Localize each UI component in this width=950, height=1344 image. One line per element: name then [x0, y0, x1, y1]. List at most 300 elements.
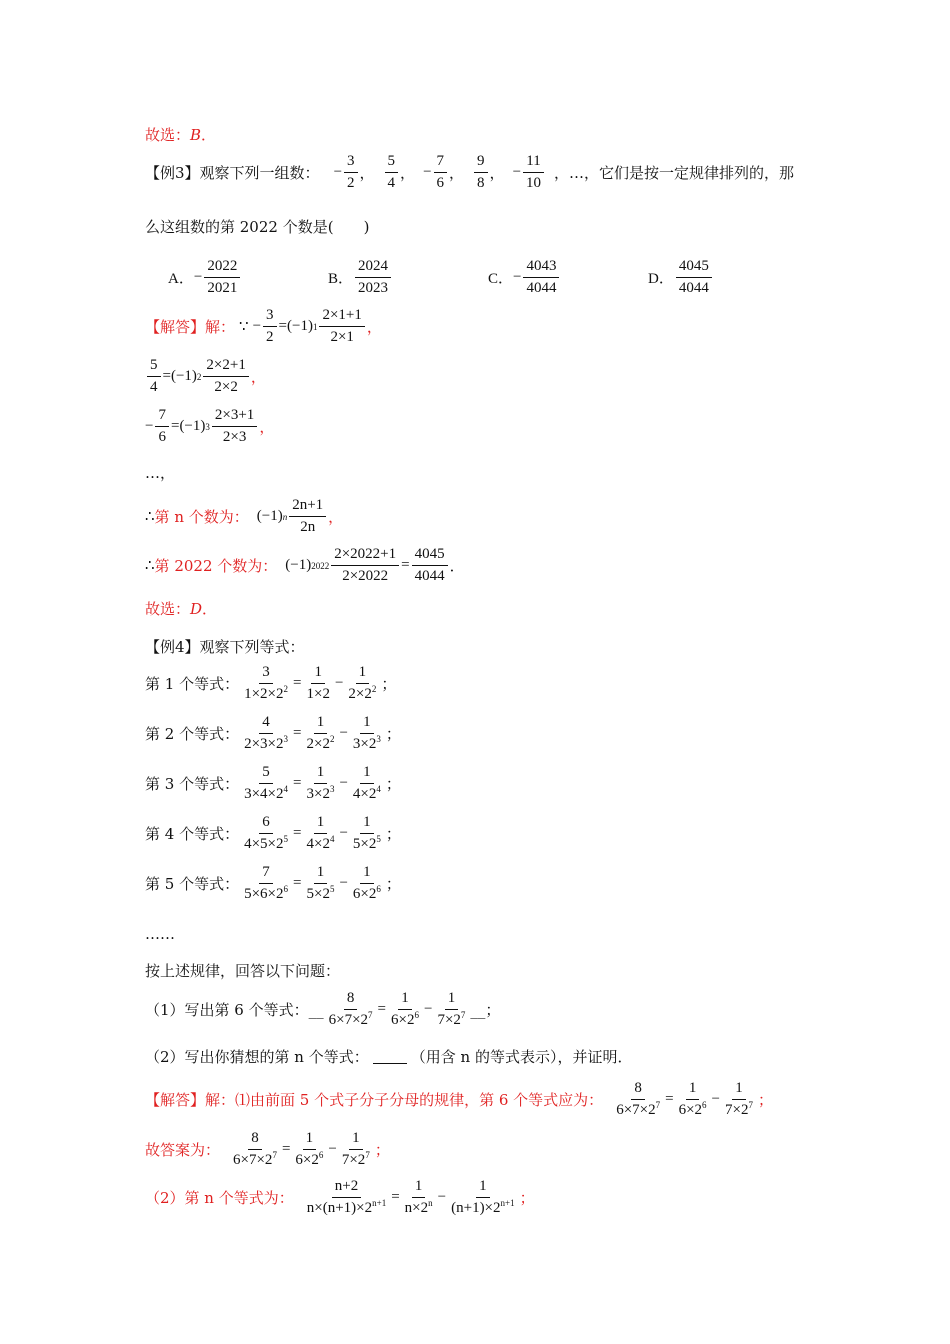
period: ． [449, 559, 465, 575]
fraction [355, 258, 391, 297]
equals: = [293, 725, 302, 741]
denominator [339, 566, 391, 585]
fraction [448, 1178, 518, 1217]
denominator-base: 6×2 [391, 1012, 415, 1028]
minus: − [437, 1189, 447, 1205]
denominator-base: 4 [150, 379, 158, 395]
denominator-base: 2×3×2 [244, 736, 284, 752]
numerator: 2×3+1 [212, 407, 257, 427]
fraction [303, 714, 337, 753]
exponent: 7 [460, 1010, 466, 1020]
denominator-base: 3×4×2 [244, 786, 284, 802]
exponent: 3 [283, 734, 289, 744]
fraction [230, 1130, 280, 1169]
numerator: 1 [303, 1130, 317, 1150]
solution-line-1 [145, 307, 382, 346]
equals: = [293, 875, 302, 891]
fraction [412, 546, 448, 585]
final-answer-text: 故答案为： [145, 1141, 221, 1159]
equation [239, 864, 386, 903]
denominator [292, 1150, 326, 1169]
denominator [676, 278, 712, 297]
answer-solution-line [145, 1080, 773, 1119]
solution-equation-2: $\frac{5}{4}$ = (−1) 2 $\frac{2\times 2+1}{2\times 2}$ [145, 357, 251, 396]
comma: ， [400, 166, 416, 182]
exponent: 3 [376, 734, 381, 744]
example-question: 么这组数的第 2022 个数是( ) [145, 218, 370, 236]
equation-row [145, 714, 401, 753]
fraction [474, 153, 488, 192]
minus: − [339, 875, 348, 891]
denominator-base: 2 [347, 175, 355, 191]
equation-label: 第 3 个等式： [145, 775, 240, 793]
denominator [350, 834, 384, 853]
fraction [303, 814, 337, 853]
fraction [339, 1130, 373, 1169]
denominator [350, 734, 384, 753]
comma: ， [328, 508, 344, 526]
answer-blank[interactable] [373, 1049, 407, 1064]
fraction [722, 1080, 756, 1119]
numerator: 4045 [412, 546, 448, 566]
numerator: 1 [360, 764, 374, 784]
denominator-base: 4044 [414, 568, 445, 584]
fraction [344, 153, 358, 192]
denominator [303, 784, 337, 803]
neg-one: (−1) [179, 418, 206, 434]
fraction [155, 407, 169, 446]
denominator-base: 3×2 [306, 786, 330, 802]
term-2022-line [145, 546, 465, 585]
semicolon: ； [385, 827, 401, 843]
answer-line-2 [145, 598, 217, 619]
fraction [147, 357, 161, 396]
fraction [304, 1178, 389, 1217]
fraction [523, 258, 559, 297]
ellipsis: …… [145, 925, 175, 943]
denominator-base: 3×2 [352, 736, 377, 752]
fraction [241, 864, 291, 903]
option-label: A． [168, 271, 194, 287]
question-1-text: （1）写出第 6 个等式： [145, 1001, 309, 1019]
exponent: 2 [283, 684, 289, 694]
nth-term-line [145, 497, 343, 536]
denominator-base: 6×7×2 [328, 1012, 369, 1028]
option-label: D． [648, 271, 674, 287]
denominator-base: 2×2022 [342, 568, 389, 584]
denominator-base: n×(n+1)×2 [306, 1200, 373, 1216]
numerator: 1 [314, 864, 328, 884]
fraction [434, 990, 468, 1029]
equals: = [293, 675, 302, 691]
dots-line [145, 925, 175, 943]
denominator-base: n×2 [404, 1200, 429, 1216]
numerator: 11 [523, 153, 543, 173]
denominator [155, 427, 169, 446]
fraction [303, 764, 337, 803]
numerator: 1 [732, 1080, 746, 1100]
numerator: 5 [385, 153, 399, 173]
equals: = [293, 825, 302, 841]
example-4-line [145, 636, 305, 657]
exponent: 2 [371, 684, 377, 694]
denominator [297, 517, 318, 536]
numerator: 1 [686, 1080, 700, 1100]
denominator [523, 278, 559, 297]
fraction [303, 864, 337, 903]
equals: = [391, 1189, 400, 1205]
denominator-base: 2023 [358, 280, 389, 296]
equation [239, 764, 386, 803]
denominator [388, 1010, 422, 1029]
example-label: 【例3】 [145, 164, 200, 182]
exponent: 6 [414, 1010, 419, 1020]
semicolon: ； [385, 727, 401, 743]
question-1-equation [324, 990, 471, 1029]
comma: ， [449, 166, 465, 182]
exponent: n+1 [372, 1198, 387, 1208]
fraction [523, 153, 544, 192]
equation-label: 第 5 个等式： [145, 875, 240, 893]
denominator-base: 2n [300, 519, 316, 535]
sign: − [333, 164, 343, 180]
numerator: 9 [474, 153, 488, 173]
numerator: 1 [314, 814, 328, 834]
question-intro [145, 960, 340, 981]
denominator-base: 6×2 [352, 886, 377, 902]
denominator [220, 427, 249, 446]
fraction [676, 1080, 710, 1119]
minus: − [339, 775, 348, 791]
example-text: 观察下列一组数： [199, 164, 320, 182]
exponent: 7 [655, 1100, 661, 1110]
denominator [241, 684, 291, 703]
fraction [204, 258, 240, 297]
denominator-base: 2021 [207, 280, 238, 296]
exponent: 7 [368, 1010, 373, 1020]
fraction [292, 1130, 326, 1169]
neg-one: (−1) [256, 508, 283, 524]
fraction [319, 307, 364, 346]
numerator: 5 [259, 764, 273, 784]
fraction [676, 258, 712, 297]
ellipsis-line [145, 462, 175, 483]
equals: = [170, 418, 180, 434]
options-row [168, 258, 808, 297]
equation-row [145, 764, 401, 803]
answer-line-1 [145, 124, 216, 145]
fraction [434, 153, 448, 192]
underline-mark: __ [308, 1000, 324, 1019]
denominator [327, 327, 356, 346]
semicolon: ； [381, 677, 397, 693]
fraction [241, 714, 291, 753]
semicolon: ； [519, 1189, 535, 1207]
exponent: 3 [329, 784, 335, 794]
exponent: 7 [748, 1100, 753, 1110]
denominator-base: 2×2 [214, 379, 238, 395]
example-label: 【例4】 [145, 638, 200, 656]
denominator [303, 684, 332, 703]
equation-row [145, 814, 401, 853]
denominator-base: 8 [477, 175, 485, 191]
nth-term-expression: (−1) n $\frac{2n+1}{2n}$ [257, 497, 328, 536]
question-2-answer-text: （2）第 n 个等式为： [145, 1189, 294, 1207]
denominator [303, 734, 337, 753]
therefore-symbol: ∴ [145, 509, 155, 525]
numerator: 7 [434, 153, 448, 173]
denominator [523, 173, 544, 192]
denominator [350, 784, 384, 803]
exponent: 2 [329, 734, 335, 744]
exponent: n [428, 1198, 433, 1208]
exponent: 6 [376, 884, 381, 894]
denominator [326, 1010, 376, 1029]
numerator: 1 [356, 664, 370, 684]
numerator: 8 [248, 1130, 262, 1150]
sequence-term [423, 153, 464, 192]
solution-label: 【解答】 [145, 1091, 206, 1109]
equals: = [162, 368, 171, 384]
therefore-symbol: ∴ [145, 558, 155, 574]
denominator-base: 7×2 [341, 1152, 366, 1168]
equals: = [665, 1091, 674, 1107]
denominator [385, 173, 399, 192]
numerator: 1 [360, 714, 374, 734]
period: ． [201, 126, 217, 144]
denominator-base: 6×7×2 [233, 1152, 273, 1168]
ellipsis: …， [145, 464, 176, 482]
question-2-tail: （用含 n 的等式表示），并证明． [410, 1048, 633, 1066]
numerator: 3 [259, 664, 273, 684]
numerator: 1 [349, 1130, 363, 1150]
denominator [345, 684, 379, 703]
denominator-base: 5×6×2 [244, 886, 284, 902]
sequence-term [513, 153, 546, 192]
denominator [434, 1010, 468, 1029]
denominator-base: 6×2 [295, 1152, 319, 1168]
fraction [388, 990, 422, 1029]
numerator: 1 [360, 864, 374, 884]
sequence [334, 153, 554, 192]
exponent: 6 [318, 1150, 324, 1160]
option-label: B． [328, 271, 354, 287]
solution-jie: 解： [205, 318, 236, 336]
numerator: 3 [344, 153, 358, 173]
numerator: 2024 [355, 258, 391, 278]
numerator: 2×2022+1 [331, 546, 399, 566]
equals: = [293, 775, 302, 791]
exponent: 4 [283, 784, 289, 794]
equation-label: 第 4 个等式： [145, 825, 240, 843]
denominator [304, 1198, 389, 1217]
numerator: 1 [476, 1178, 490, 1198]
denominator-base: 2 [266, 329, 274, 345]
denominator [230, 1150, 280, 1169]
exponent: 4 [376, 784, 381, 794]
question-2-line [145, 1046, 632, 1067]
exponent: 4 [329, 834, 335, 844]
numerator: 1 [445, 990, 459, 1010]
denominator [204, 278, 240, 297]
denominator [613, 1100, 663, 1119]
exponent: 5 [283, 834, 289, 844]
example-text: 观察下列等式： [199, 638, 305, 656]
numerator: 7 [155, 407, 169, 427]
denominator-base: 2×3 [222, 429, 247, 445]
numerator: 2n+1 [289, 497, 326, 517]
denominator-base: 4×5×2 [244, 836, 284, 852]
comma: ， [359, 166, 375, 182]
denominator-base: 4×2 [306, 836, 330, 852]
numerator: 8 [344, 990, 358, 1010]
comma: ， [250, 368, 266, 386]
denominator-base: 2×2 [348, 686, 372, 702]
solution-text: 解：⑴由前面 5 个式子分子分母的规律，第 6 个等式应为： [205, 1091, 604, 1109]
numerator: 3 [263, 307, 277, 327]
numerator: 8 [631, 1080, 645, 1100]
option-a [168, 258, 328, 297]
equals: = [377, 1001, 387, 1017]
denominator-base: 2×1 [330, 329, 354, 345]
semicolon: ； [757, 1091, 773, 1109]
fraction [212, 407, 257, 446]
equation-label: 第 2 个等式： [145, 725, 240, 743]
numerator: 1 [398, 990, 412, 1010]
sign: − [145, 418, 154, 434]
minus: − [339, 725, 348, 741]
numerator: 4043 [523, 258, 559, 278]
fraction [241, 664, 291, 703]
denominator [434, 173, 448, 192]
example-3-line-2 [145, 216, 369, 237]
denominator-base: 4044 [526, 280, 557, 296]
sign: − [193, 269, 203, 285]
comma: ， [489, 166, 505, 182]
numerator: 2×2+1 [203, 357, 248, 377]
denominator-base: 6 [436, 175, 445, 191]
fraction [203, 357, 248, 396]
exponent: 7 [272, 1150, 277, 1160]
denominator [412, 566, 448, 585]
denominator-base: 1×2×2 [244, 686, 284, 702]
fraction [241, 814, 291, 853]
fraction [402, 1178, 436, 1217]
fraction [326, 990, 376, 1029]
exponent: n+1 [500, 1198, 515, 1208]
neg-one: (−1) [287, 318, 313, 334]
question-2-text: （2）写出你猜想的第 n 个等式： [145, 1048, 369, 1066]
semicolon: ； [385, 777, 401, 793]
minus: − [711, 1091, 721, 1107]
sign: − [423, 164, 432, 180]
minus: − [423, 1001, 433, 1017]
equals: = [278, 318, 288, 334]
denominator-base: 4044 [678, 280, 709, 296]
exponent: 6 [702, 1100, 707, 1110]
nth-term-text: 第 n 个数为： [154, 508, 249, 526]
solution-equation-1: − $\frac{3}{2}$ = (−1) 1 $\frac{2\times 1+1}{2\times 1}$ [253, 307, 367, 346]
denominator [147, 377, 161, 396]
example-3-line [145, 153, 794, 192]
denominator [344, 173, 358, 192]
numerator: 4045 [676, 258, 712, 278]
denominator-base: 1×2 [306, 686, 330, 702]
denominator [241, 884, 291, 903]
denominator-base: 5×2 [352, 836, 377, 852]
fraction [350, 814, 384, 853]
numerator: 2×1+1 [319, 307, 364, 327]
exponent: 5 [376, 834, 381, 844]
fraction [289, 497, 326, 536]
exponent: 5 [329, 884, 335, 894]
equation [239, 664, 381, 703]
solution-equation-3: − $\frac{7}{6}$ = (−1) 3 $\frac{2\times 3+1}{2\times 3}$ [145, 407, 259, 446]
denominator-base: 6×2 [678, 1102, 703, 1118]
denominator [350, 884, 384, 903]
denominator [355, 278, 391, 297]
solution-label: 【解答】 [145, 318, 206, 336]
answer-equation-6 [611, 1080, 758, 1119]
neg-one: (−1) [285, 557, 312, 573]
sequence-term [472, 153, 505, 192]
numerator: 7 [259, 864, 273, 884]
denominator [402, 1198, 436, 1217]
minus: − [339, 825, 348, 841]
equals: = [401, 557, 410, 573]
option-label: C． [488, 271, 514, 287]
sequence-term [334, 153, 375, 192]
comma: ， [259, 418, 275, 436]
question-2-answer-line [145, 1178, 535, 1217]
solution-line-3 [145, 407, 274, 446]
denominator-base: 5×2 [306, 886, 330, 902]
minus: − [328, 1141, 337, 1157]
denominator-base: 4 [387, 175, 396, 191]
denominator [722, 1100, 756, 1119]
sign: − [252, 318, 262, 334]
answer-value: B [190, 125, 202, 144]
numerator: 1 [360, 814, 374, 834]
question-intro-text: 按上述规律，回答以下问题： [145, 962, 341, 980]
denominator [241, 734, 291, 753]
option-d [648, 258, 808, 297]
numerator: 4 [259, 714, 273, 734]
answer-prefix: 故选： [145, 126, 191, 144]
equation-row [145, 864, 401, 903]
denominator-base: 2×2 [306, 736, 330, 752]
exponent: 7 [365, 1150, 370, 1160]
fraction [303, 664, 332, 703]
numerator: 1 [311, 664, 325, 684]
equation [239, 714, 386, 753]
general-equation [302, 1178, 520, 1217]
numerator: 1 [314, 764, 328, 784]
fraction [345, 664, 379, 703]
denominator-base: 6 [158, 429, 166, 445]
numerator: 6 [259, 814, 273, 834]
equation [239, 814, 386, 853]
term-2022-expression: (−1) 2022 $\frac{2\times 2022+1}{2\times 2022}$ = $\frac{4045}{4044}$ [285, 546, 449, 585]
fraction [350, 864, 384, 903]
denominator [676, 1100, 710, 1119]
denominator [474, 173, 488, 192]
denominator-base: (n+1)×2 [451, 1200, 501, 1216]
denominator [339, 1150, 373, 1169]
semicolon: ； [385, 877, 401, 893]
sign: − [512, 164, 522, 180]
neg-one: (−1) [170, 368, 197, 384]
